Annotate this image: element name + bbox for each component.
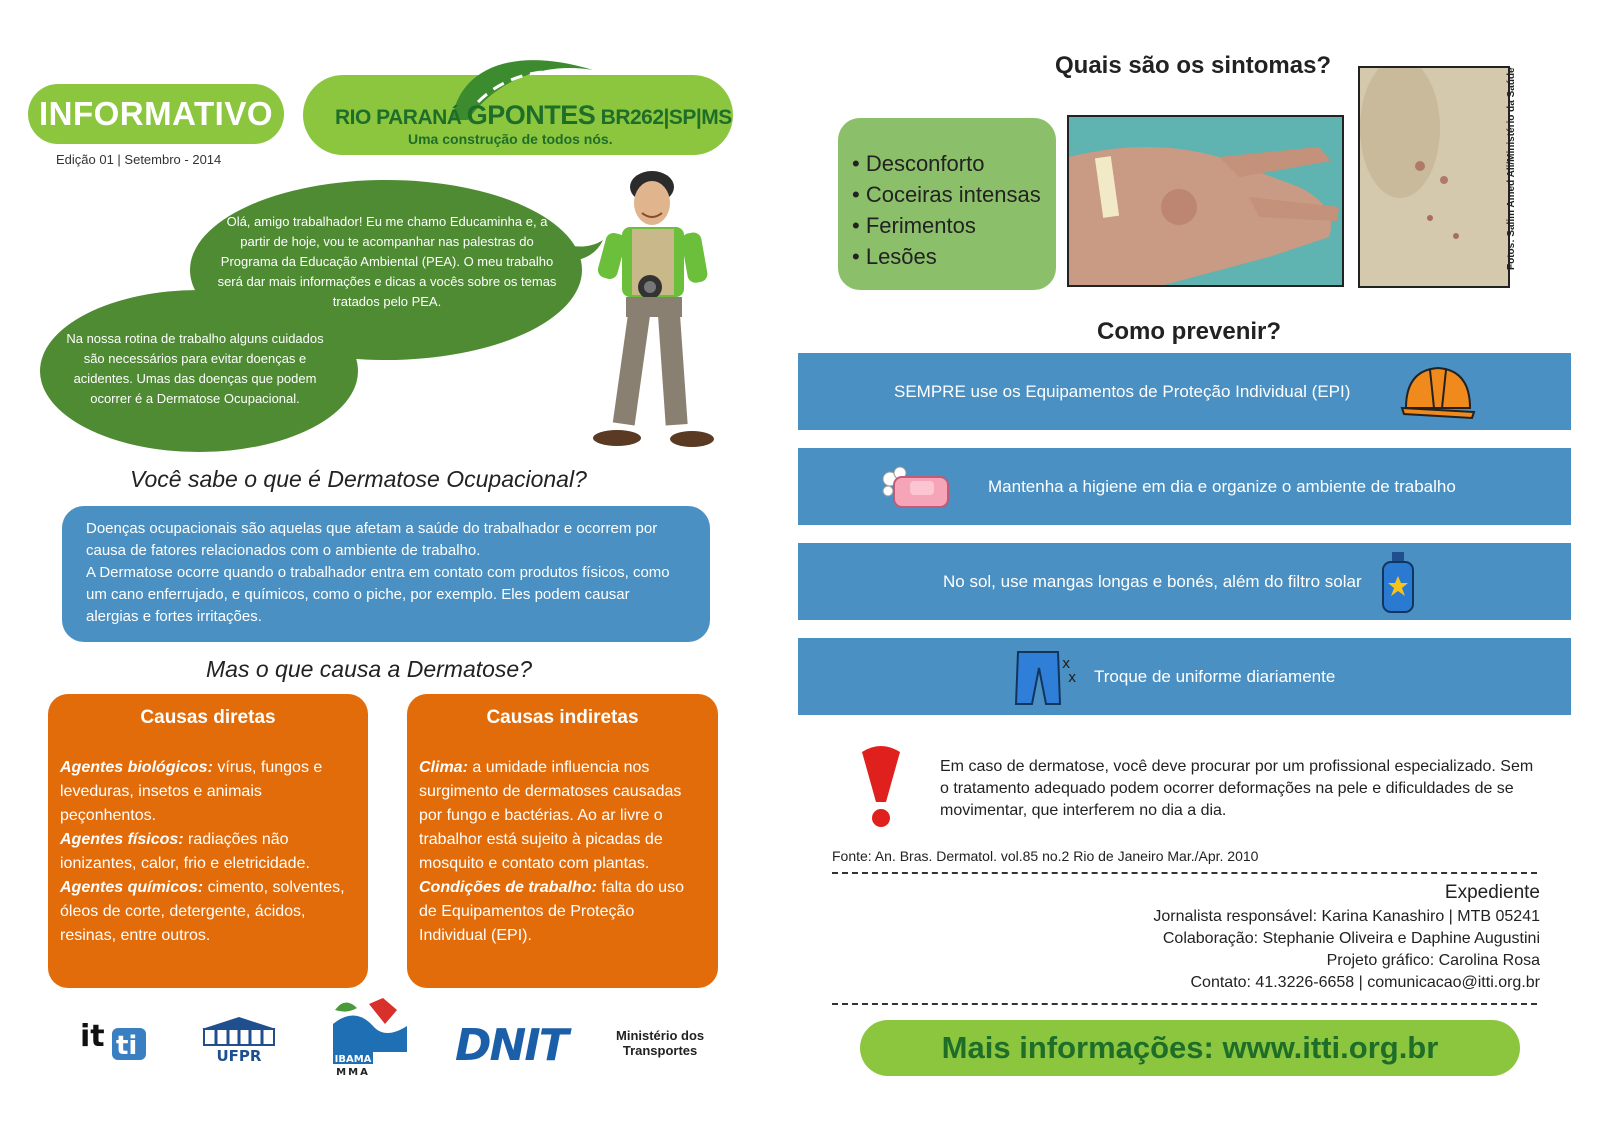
edition-label: Edição 01 | Setembro - 2014 [56, 152, 222, 167]
speech-bubble-routine-text: Na nossa rotina de trabalho alguns cuidados são necessários para evitar doenças e acidentes. Umas das doenças que podem ocorrer é a Dermatose Ocupacional. [66, 331, 324, 406]
prevention-hygiene-text: Mantenha a higiene em dia e organize o ambiente de trabalho [988, 476, 1456, 496]
prevention-sun [798, 543, 1571, 620]
what-is-box [62, 506, 710, 642]
itti-logo [80, 1018, 150, 1062]
mma-text: MMA [336, 1067, 370, 1076]
prevention-heading: Como prevenir? [1097, 318, 1282, 345]
symptom-item: • Ferimentos [852, 210, 1056, 241]
svg-text:it: it [80, 1019, 105, 1054]
symptom-item: • Lesões [852, 241, 1056, 272]
what-is-para-2: A Dermatose ocorre quando o trabalhador entra em contato com produtos físicos, como um cano enferrujado, e químicos, como o piche, por exemplo. Eles podem causar alergias e fortes irritações. [86, 564, 670, 625]
direct-causes-box [48, 694, 368, 988]
prevention-uniform-text: Troque de uniforme diariamente [1094, 666, 1336, 686]
expediente-line: Projeto gráfico: Carolina Rosa [1326, 952, 1540, 969]
svg-text:ti: ti [116, 1031, 138, 1061]
expediente-line: Colaboração: Stephanie Oliveira e Daphine Augustini [1162, 930, 1540, 947]
ibama-logo [325, 996, 415, 1076]
ministerio-line-2: Transportes [622, 1043, 698, 1058]
ibama-text: IBAMA [334, 1054, 372, 1065]
expediente-block [1153, 880, 1540, 994]
indirect-causes-box [407, 694, 718, 988]
indirect-causes-title: Causas indiretas [486, 707, 639, 728]
speech-bubble-intro-text: Olá, amigo trabalhador! Eu me chamo Educaminha e, a partir de hoje, vou te acompanhar nas palestras do Programa da Educação Ambiental (PEA). O meu trabalho será dar mais informações e dicas a vocês sobre os temas tratados pelo PEA. [217, 214, 557, 309]
brand-tagline: Uma construção de todos nós. [408, 131, 613, 147]
svg-text:x: x [1062, 655, 1071, 672]
brand-title [335, 100, 732, 131]
expediente-line: Jornalista responsável: Karina Kanashiro | MTB 05241 [1153, 908, 1540, 925]
skin-image [1360, 68, 1510, 288]
mascot-educaminha [592, 165, 732, 455]
prevention-hygiene [798, 448, 1571, 525]
uniform-icon [1012, 648, 1082, 706]
source-citation: Fonte: An. Bras. Dermatol. vol.85 no.2 Rio de Janeiro Mar./Apr. 2010 [832, 848, 1259, 864]
dashed-divider [832, 872, 1537, 874]
direct-cause-item: Agentes biológicos: vírus, fungos e leveduras, insetos e animais peçonhentos. [60, 759, 323, 824]
what-is-para-1: Doenças ocupacionais são aquelas que afetam a saúde do trabalhador e ocorrem por causa de fatores relacionados com o ambiente de trabalho. [86, 520, 658, 559]
informativo-badge: INFORMATIVO [28, 84, 284, 144]
causes-heading: Mas o que causa a Dermatose? [206, 656, 533, 682]
soap-icon [880, 463, 952, 511]
ufpr-text: UFPR [216, 1047, 262, 1063]
sunscreen-icon [1380, 550, 1416, 614]
ministerio-logo [616, 1028, 704, 1058]
direct-cause-item: Agentes físicos: radiações não ionizantes, calor, frio e eletricidade. [60, 831, 310, 872]
photo-hand-dermatosis [1067, 115, 1344, 287]
ufpr-logo [198, 1015, 280, 1063]
symptoms-heading: Quais são os sintomas? [1055, 52, 1332, 79]
symptom-item: • Coceiras intensas [852, 179, 1056, 210]
direct-causes-title: Causas diretas [140, 707, 276, 728]
prevention-epi-text: SEMPRE use os Equipamentos de Proteção Individual (EPI) [894, 381, 1351, 401]
ministerio-line-1: Ministério dos [616, 1028, 705, 1043]
dnit-logo: DNIT [455, 1020, 567, 1071]
svg-text:x: x [1068, 669, 1077, 686]
photo-credit: Fotos: Salim Amed Ali/Ministério da Saúde [1506, 67, 1517, 270]
expediente-line: Contato: 41.3226-6658 | comunicacao@itti.org.br [1190, 974, 1540, 991]
helmet-icon [1400, 362, 1476, 422]
dashed-divider [832, 1003, 1537, 1005]
photo-skin-lesion [1358, 66, 1510, 288]
more-info-banner[interactable]: Mais informações: www.itti.org.br [860, 1020, 1520, 1076]
prevention-uniform [798, 638, 1571, 715]
prevention-sun-text: No sol, use mangas longas e bonés, além do filtro solar [943, 571, 1362, 591]
prevention-epi [798, 353, 1571, 430]
symptom-item: • Desconforto [852, 148, 1056, 179]
what-is-heading: Você sabe o que é Dermatose Ocupacional? [130, 466, 587, 492]
brand-left: RIO PARANÁ [335, 106, 467, 129]
indirect-cause-item: Condições de trabalho: falta do uso de Equipamentos de Proteção Individual (EPI). [419, 879, 684, 944]
expediente-title: Expediente [1444, 882, 1540, 903]
hand-image [1069, 117, 1344, 287]
brand-right: BR262|SP|MS [595, 106, 732, 129]
alert-text: Em caso de dermatose, você deve procurar por um profissional especializado. Sem o tratamento adequado podem ocorrer deformações na pele e dificuldades de se movimentar, que interferem no dia a dia. [940, 758, 1534, 819]
symptoms-list [852, 148, 1056, 272]
symptoms-box [838, 118, 1056, 290]
indirect-cause-item: Clima: a umidade influencia nos surgimento de dermatoses causadas por fungo e bactérias. Ao ar livre o trabalhor está sujeito à picadas de mosquito e contato com plantas. [419, 759, 682, 872]
exclamation-icon [858, 744, 904, 830]
direct-cause-item: Agentes químicos: cimento, solventes, óleos de corte, detergente, ácidos, resinas, entre outros. [60, 879, 345, 944]
brand-gpontes: GPONTES [466, 100, 596, 130]
